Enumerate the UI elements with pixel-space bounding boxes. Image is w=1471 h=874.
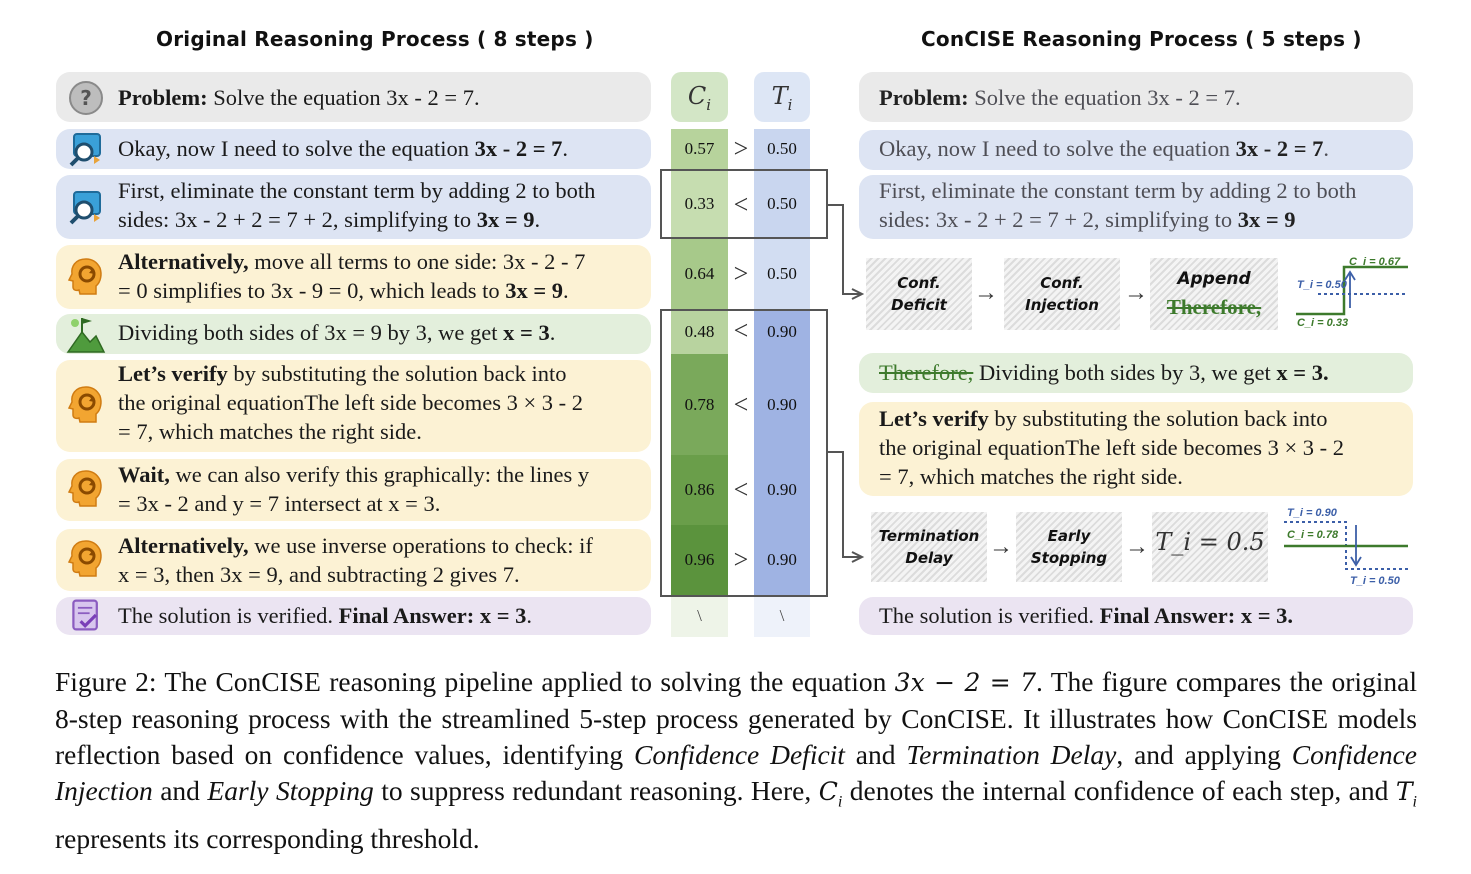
flow-arrow: →	[1125, 534, 1149, 560]
comparison-sign: >	[733, 259, 749, 288]
mini2-t-high: T_i = 0.90	[1287, 507, 1337, 519]
threshold-reset-label: T_i = 0.5	[1155, 528, 1265, 556]
left-problem-text: Problem: Solve the equation 3x - 2 = 7.	[118, 85, 480, 110]
right-step-2-text: First, eliminate the constant term by adding 2 to both sides: 3x - 2 + 2 = 7 + 2, simplifying to 3x = 9	[879, 178, 1357, 232]
conf-deficit-label: Conf. Deficit	[891, 274, 947, 314]
left-step-7-text: Alternatively, we use inverse operations to check: if x = 3, then 3x = 9, and subtracting 2 gives 7.	[118, 533, 593, 587]
right-heading: ConCISE Reasoning Process ( 5 steps )	[921, 27, 1362, 51]
ci-cell: 0.78	[671, 354, 728, 455]
mini2-c: C_i = 0.78	[1287, 529, 1339, 541]
ci-cell: \	[671, 595, 728, 637]
left-step-3-text: Alternatively, move all terms to one side: 3x - 2 - 7 = 0 simplifies to 3x - 9 = 0, which leads to 3x = 9.	[118, 249, 586, 303]
left-step-2-text: First, eliminate the constant term by adding 2 to both sides: 3x - 2 + 2 = 7 + 2, simplifying to 3x = 9.	[118, 178, 596, 232]
ti-cell: 0.90	[754, 455, 810, 525]
ci-cell: 0.48	[671, 309, 728, 354]
ti-cell: 0.90	[754, 309, 810, 354]
flow-arrow: →	[974, 280, 998, 306]
right-final-text: The solution is verified. Final Answer: x = 3.	[879, 603, 1294, 628]
comparison-sign: >	[733, 134, 749, 163]
comparison-sign: <	[733, 190, 749, 219]
ti-cell: \	[754, 595, 810, 637]
comparison-sign: >	[733, 545, 749, 574]
early-stopping-label: Early Stopping	[1030, 527, 1108, 567]
mini2-t-low: T_i = 0.50	[1350, 575, 1400, 587]
comparison-sign: <	[733, 475, 749, 504]
svg-text:?: ?	[80, 86, 92, 110]
ci-cell: 0.64	[671, 239, 728, 309]
termination-delay-label: Termination Delay	[878, 527, 980, 567]
termination-frame	[661, 310, 827, 596]
right-problem-text: Problem: Solve the equation 3x - 2 = 7.	[879, 85, 1241, 110]
ti-cell: 0.50	[754, 239, 810, 309]
flow-arrow: →	[1124, 280, 1148, 306]
ci-cell: 0.33	[671, 169, 728, 239]
ci-column-header: $C_i$	[671, 72, 728, 122]
comparison-sign: <	[733, 390, 749, 419]
mini1-c-high: C_i = 0.67	[1349, 256, 1401, 268]
ci-cell: 0.57	[671, 129, 728, 169]
left-step-5-text: Let’s verify by substituting the solution back into the original equationThe left side becomes 3 × 3 - 2 = 7, which matches the right side.	[118, 361, 584, 444]
left-step-4-text: Dividing both sides of 3x = 9 by 3, we get x = 3.	[118, 320, 556, 345]
flow-arrow: →	[989, 534, 1013, 560]
left-step-1-text: Okay, now I need to solve the equation 3x - 2 = 7.	[118, 136, 569, 161]
ti-cell: 0.90	[754, 525, 810, 595]
left-step-6-text: Wait, we can also verify this graphically: the lines y = 3x - 2 and y = 7 intersect at x = 3.	[118, 462, 590, 516]
left-heading: Original Reasoning Process ( 8 steps )	[156, 27, 594, 51]
right-step-1-text: Okay, now I need to solve the equation 3x - 2 = 7.	[879, 136, 1330, 161]
ci-cell: 0.96	[671, 525, 728, 595]
comparison-sign: <	[733, 316, 749, 345]
ci-cell: 0.86	[671, 455, 728, 525]
right-step-4-text: Let’s verify by substituting the solution back into the original equationThe left side becomes 3 × 3 - 2 = 7, which matches the right side.	[879, 406, 1345, 489]
right-step-3-text: Therefore, Dividing both sides by 3, we get x = 3.	[879, 360, 1329, 385]
ti-cell: 0.50	[754, 169, 810, 239]
deficit-frame	[661, 170, 827, 238]
figure-caption: Figure 2: The ConCISE reasoning pipeline applied to solving the equation 3x − 2 = 7. The figure compares the original 8-step reasoning process with the streamlined 5-step process generated by ConCISE. It illustrates how ConCISE models reflection based on confidence values, identifying Confidence Deficit and Termination Delay, and applying Confidence Injection and Early Stopping to suppress redundant reasoning. Here, $C_i$ denotes the internal confidence of each step, and $T_i$ represents its corresponding threshold.	[55, 666, 1417, 854]
ti-cell: 0.50	[754, 129, 810, 169]
append-therefore: Therefore,	[1166, 295, 1262, 319]
append-label: Append	[1177, 269, 1251, 289]
conf-injection-label: Conf. Injection	[1025, 274, 1099, 314]
mini1-c-low: C_i = 0.33	[1297, 317, 1349, 329]
ti-cell: 0.90	[754, 354, 810, 455]
mini1-t: T_i = 0.50	[1297, 279, 1347, 291]
left-final-text: The solution is verified. Final Answer: x = 3.	[118, 603, 533, 628]
ti-column-header: $T_i$	[754, 72, 810, 122]
